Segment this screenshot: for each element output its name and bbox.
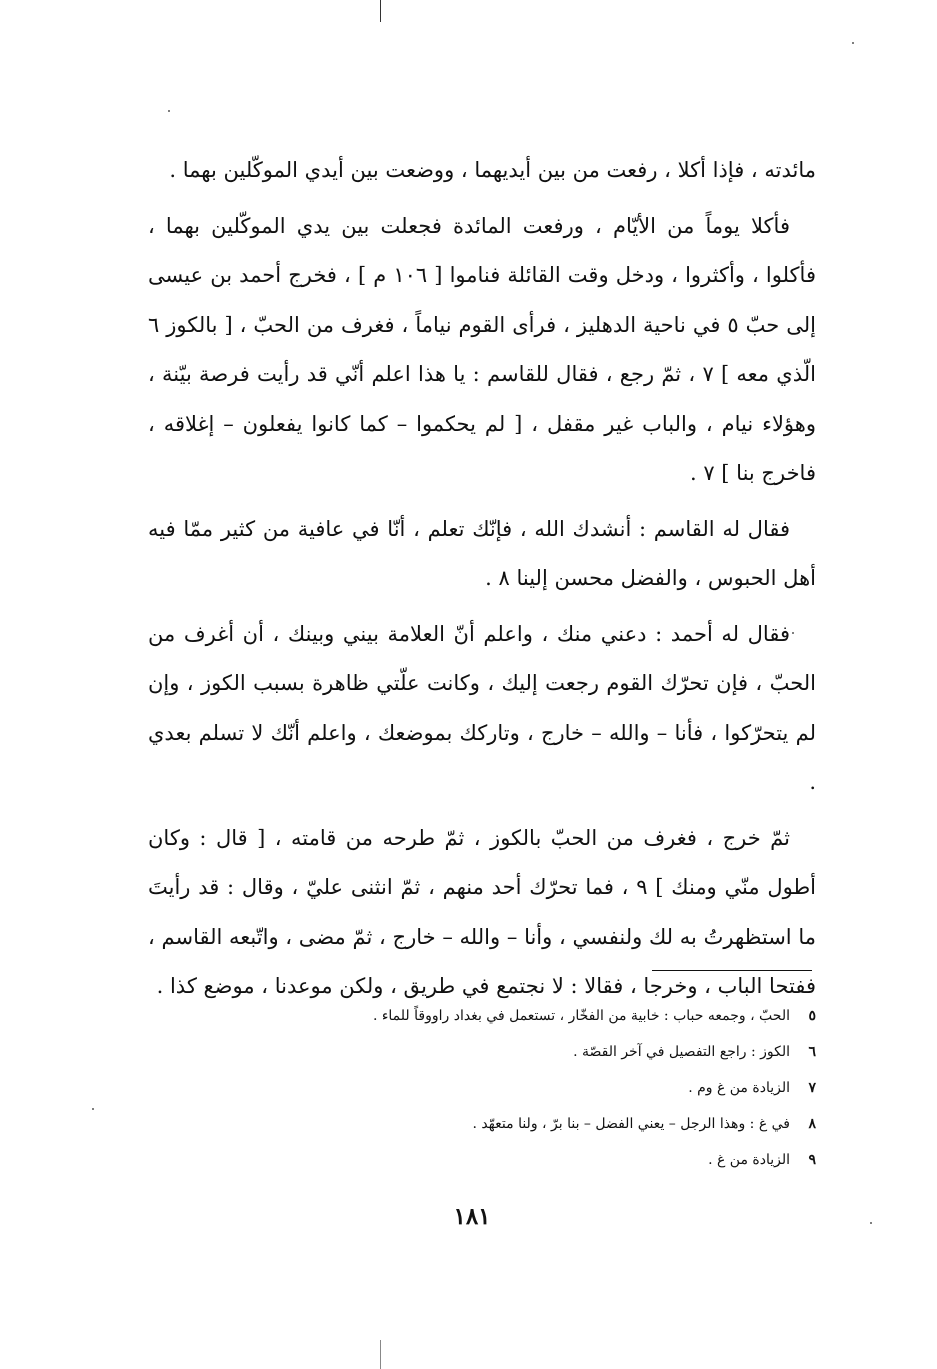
footnote-number: ٦ [808, 1044, 816, 1060]
footnote-number: ٧ [808, 1080, 816, 1096]
footnote-item [300, 1034, 816, 1070]
paragraph-3: فقال له القاسم : أنشدك الله ، فإنّك تعلم ، أنّا في عافية من كثير ممّا فيه أهل الحبوس ، والفضل محسن إلينا ٨ . [148, 516, 816, 590]
footnote-text: في غ : وهذا الرجل – يعني الفضل – بنا برّ ، ولنا متعهّد . [472, 1116, 790, 1132]
footnote-item [300, 998, 816, 1034]
footnote-number: ٥ [808, 1008, 816, 1024]
footnote-text: الزيادة من غ وم . [688, 1080, 790, 1096]
binding-line-bottom [380, 1340, 381, 1369]
footnote-number: ٨ [808, 1116, 816, 1132]
footnote-text: الكوز : راجع التفصيل في آخر القصّة . [573, 1044, 790, 1060]
paragraph-2: فأكلا يوماً من الأيّام ، ورفعت المائدة فجعلت بين يدي الموكّلين بهما ، فأكلوا ، وأكثروا ، ودخل وقت القائلة فناموا [ ١٠٦ م ] ، فخرج أحمد بن عيسى إلى حبّ ٥ في ناحية الدهليز ، فرأى القوم نياماً ، فغرف من الحبّ ، [ بالكوز ٦ الّذي معه ] ٧ ، ثمّ رجع ، فقال للقاسم : يا هذا اعلم أنّي قد رأيت فرصة بيّنة ، وهؤلاء نيام ، والباب غير مقفل ، [ لم يحكموا – كما كانوا يفعلون – إغلاقه ، فاخرج بنا ] ٧ . [148, 213, 816, 485]
paper-speck [92, 1108, 94, 1110]
binding-line-top [380, 0, 381, 22]
page-number: ١٨١ [453, 1203, 491, 1230]
paper-speck [870, 1222, 872, 1224]
paragraph-1: مائدته ، فإذا أكلا ، رفعت من بين أيديهما ، ووضعت بين أيدي الموكّلين بهما . [169, 158, 816, 182]
footnote-number: ٩ [808, 1152, 816, 1168]
main-text-block [148, 146, 816, 1018]
paragraph-4: فقال له أحمد : دعني منك ، واعلم أنّ العلامة بيني وبينك ، أن أغرف من الحبّ ، فإن تحرّك القوم رجعت إليك ، وكانت علّتي ظاهرة بسبب الكوز ، وإن لم يتحرّكوا ، فأنا – والله – خارج ، وتاركك بموضعك ، واعلم أنّك لا تسلم بعدي . [148, 621, 816, 794]
footnote-item [300, 1142, 816, 1178]
paper-speck [168, 110, 170, 112]
footnote-separator [652, 970, 812, 971]
footnote-item [300, 1070, 816, 1106]
footnote-item [300, 1106, 816, 1142]
footnote-text: الحبّ ، وجمعه حباب : خابية من الفخّار ، تستعمل في بغداد راووقاً للماء . [372, 1008, 790, 1024]
footnote-text: الزيادة من غ . [708, 1152, 790, 1168]
paper-speck [852, 42, 854, 44]
footnotes-block [300, 998, 816, 1178]
paragraph-5: ثمّ خرج ، فغرف من الحبّ بالكوز ، ثمّ طرحه من قامته ، [ قال : وكان أطول منّي ومنك ] ٩ ، فما تحرّك أحد منهم ، ثمّ انثنى عليّ ، وقال : قد رأيتَ ما استظهرتُ به لك ولنفسي ، وأنا – والله – خارج ، ثمّ مضى ، واتّبعه القاسم ، ففتحا الباب ، وخرجا ، فقالا : لا نجتمع في طريق ، ولكن موعدنا ، موضع كذا . [148, 825, 816, 998]
